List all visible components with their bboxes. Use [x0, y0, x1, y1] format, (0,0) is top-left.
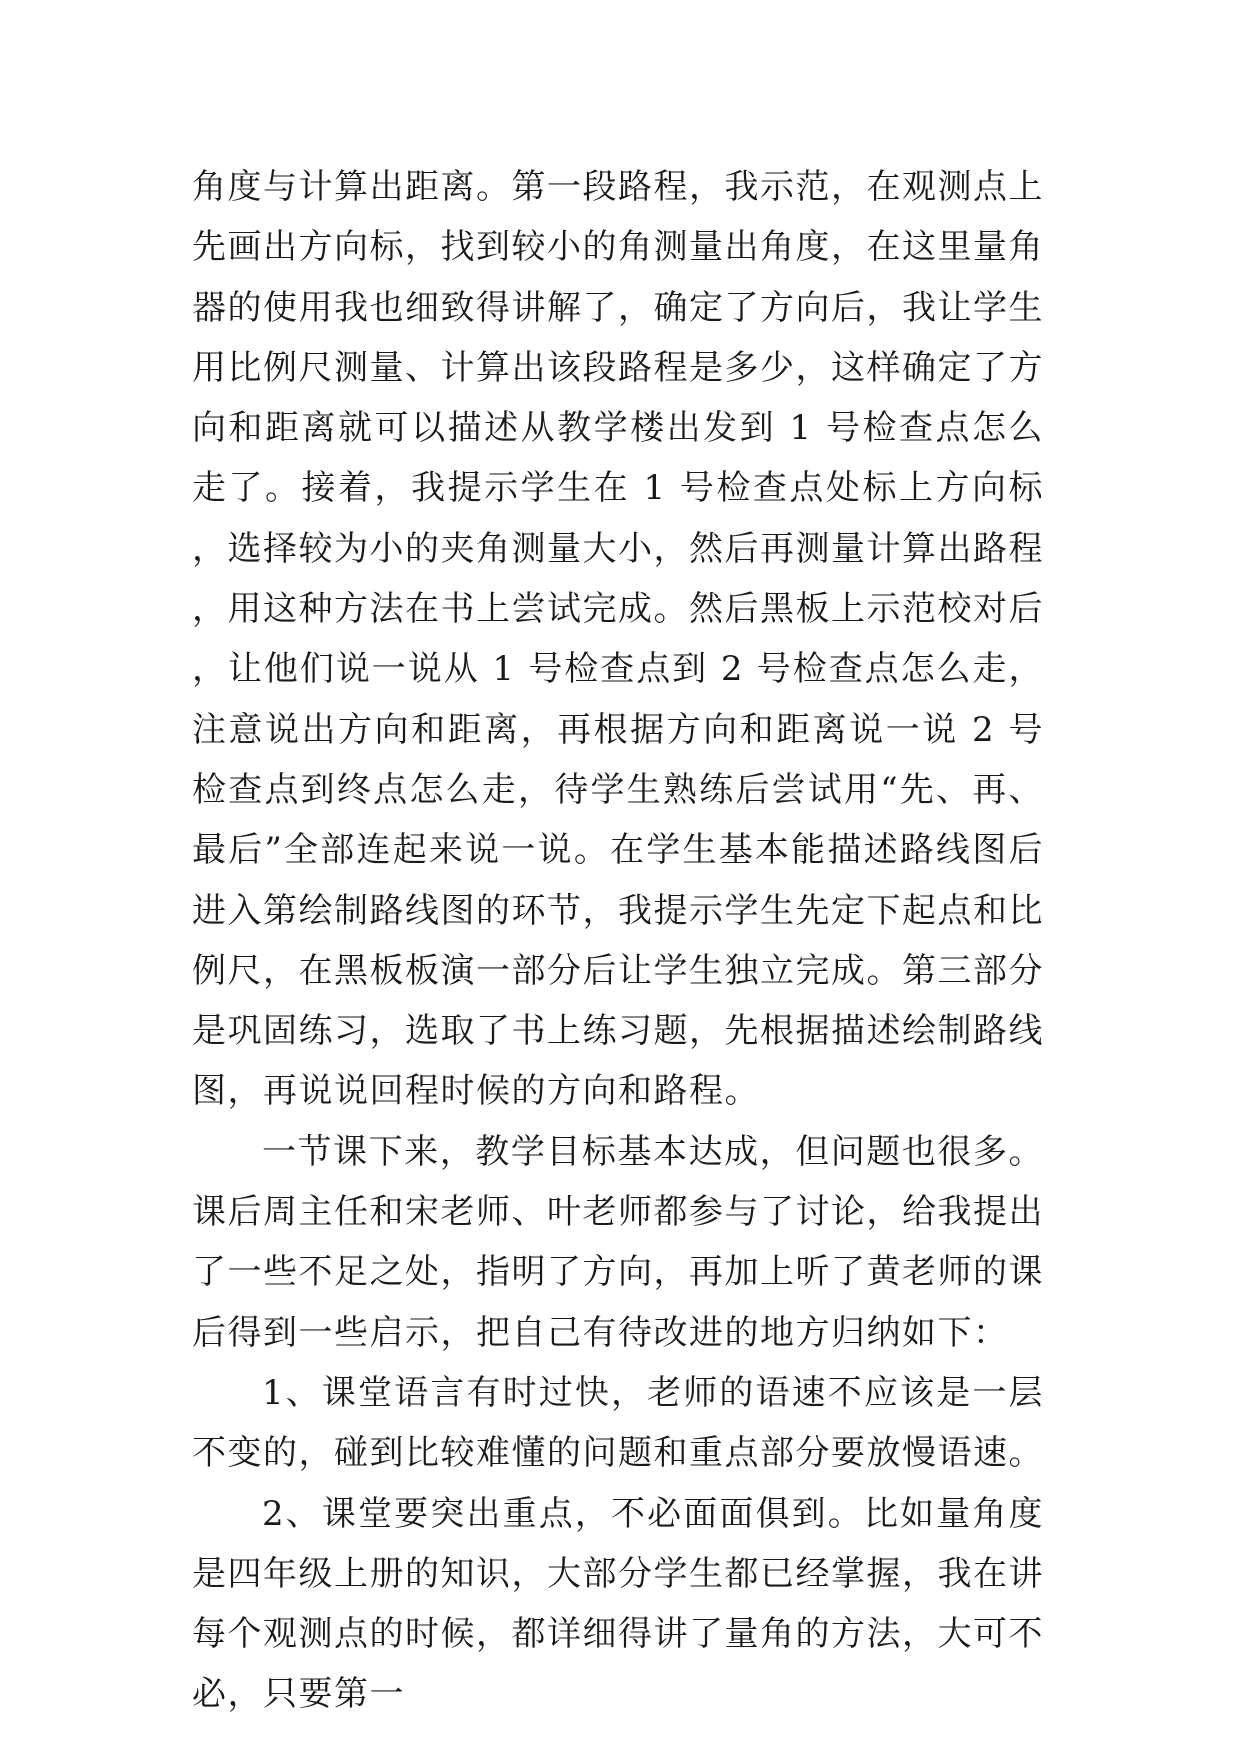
paragraph-point-2: 2、课堂要突出重点，不必面面俱到。比如量角度是四年级上册的知识，大部分学生都已经掌握，我在讲每个观测点的时候，都详细得讲了量角的方法，大可不必，只要第一	[192, 1493, 1044, 1715]
paragraph-continued: 角度与计算出距离。第一段路程，我示范，在观测点上先画出方向标，找到较小的角测量出角度，在这里量角器的使用我也细致得讲解了，确定了方向后，我让学生用比例尺测量、计算出该段路程是多少，这样确定了方向和距离就可以描述从教学楼出发到 1 号检查点怎么走了。接着，我提示学生在 1 号检查点处标上方向标，选择较为小的夹角测量大小，然后再测量计算出路程，用这种方法在书上尝试完成。然后黑板上示范校对后，让他们说一说从 1 号检查点到 2 号检查点怎么走，注意说出方向和距离，再根据方向和距离说一说 2 号检查点到终点怎么走，待学生熟练后尝试用“先、再、最后”全部连起来说一说。在学生基本能描述路线图后进入第绘制路线图的环节，我提示学生先定下起点和比例尺，在黑板板演一部分后让学生独立完成。第三部分是巩固练习，选取了书上练习题，先根据描述绘制路线图，再说说回程时候的方向和路程。	[192, 167, 1044, 1112]
paragraph-summary: 一节课下来，教学目标基本达成，但问题也很多。课后周主任和宋老师、叶老师都参与了讨论，给我提出了一些不足之处，指明了方向，再加上听了黄老师的课后得到一些启示，把自己有待改进的地方归纳如下：	[192, 1131, 1044, 1353]
document-body	[192, 157, 1044, 1725]
paragraph-point-1: 1、课堂语言有时过快，老师的语速不应该是一层不变的，碰到比较难懂的问题和重点部分要放慢语速。	[192, 1372, 1044, 1474]
